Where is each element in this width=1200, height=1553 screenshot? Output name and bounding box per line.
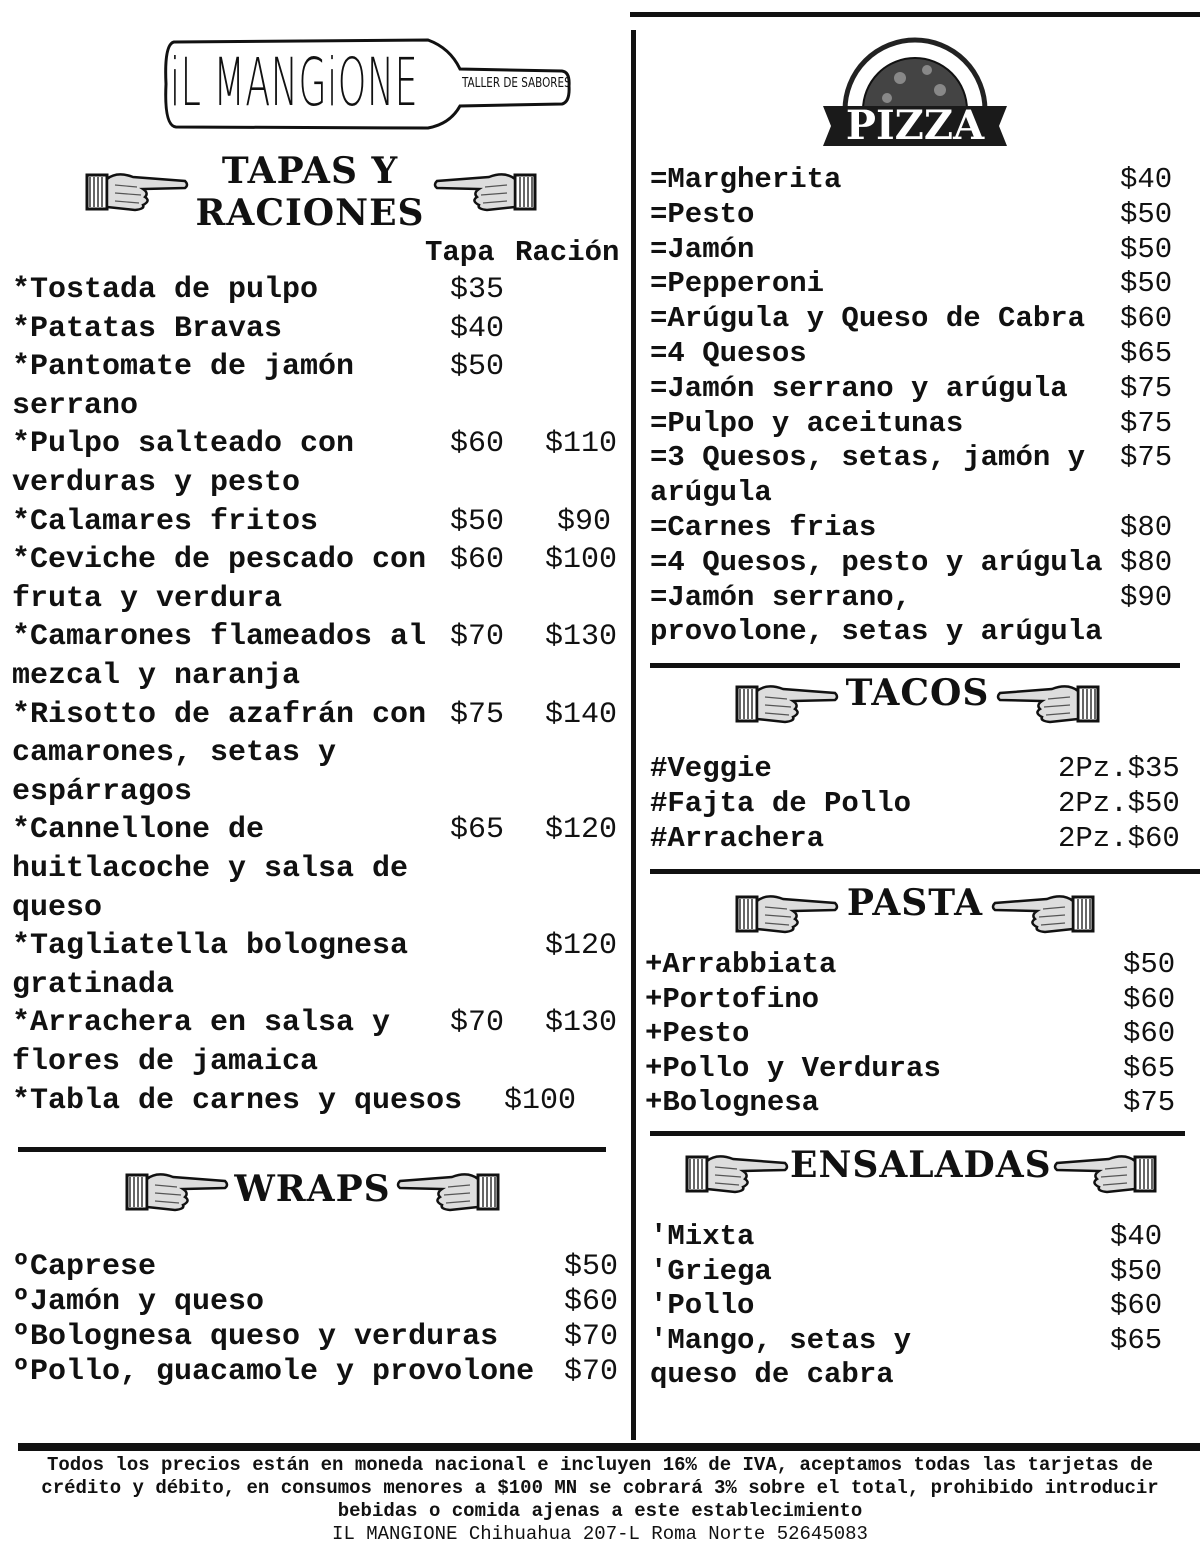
ensaladas-title: ENSALADAS [790, 1144, 1052, 1186]
logo-tagline: TALLER DE SABORES [462, 76, 571, 91]
tapa-price: $60 [450, 427, 505, 462]
item-price: 2Pz.$50 [1058, 787, 1180, 820]
item-name: 'Mixta [650, 1220, 755, 1253]
item-name: *Patatas Bravas [12, 311, 283, 346]
item-name: *Risotto de azafrán con camarones, setas y espárragos [12, 697, 427, 809]
menu-item [650, 267, 1190, 302]
menu-item [645, 948, 1185, 983]
pizza-title: PIZZA [845, 102, 985, 149]
menu-item [12, 1250, 619, 1285]
item-name: *Pantomate de jamón serrano [12, 350, 355, 423]
item-name: 'Pollo [650, 1289, 755, 1322]
item-name: =Jamón serrano y arúgula [650, 371, 1068, 405]
tapas-title-line2: RACIONES [195, 192, 425, 234]
menu-item [650, 511, 1190, 546]
racion-price: $120 [545, 813, 618, 848]
tapa-price: $75 [450, 697, 505, 732]
item-name: #Arrachera [650, 822, 825, 855]
menu-item [12, 618, 618, 695]
item-price: $90 [1120, 580, 1173, 614]
item-name: *Arrachera en salsa y flores de jamaica [12, 1006, 391, 1079]
item-name: +Pesto [645, 1017, 750, 1050]
footer-address: IL MANGIONE Chihuahua 207-L Roma Norte 52645083 [332, 1523, 868, 1545]
top-rule [630, 12, 1200, 17]
item-price: $50 [1123, 948, 1176, 981]
menu-item [650, 1324, 1190, 1393]
racion-price: $100 [504, 1083, 577, 1118]
menu-item [650, 407, 1190, 442]
item-price: $75 [1120, 406, 1173, 440]
menu-item [650, 786, 1190, 821]
item-price: $80 [1120, 545, 1173, 579]
item-name: 'Griega [650, 1254, 772, 1288]
pointing-hand-icon [995, 675, 1100, 730]
menu-item [12, 811, 618, 927]
item-price: $70 [564, 1355, 619, 1389]
item-price: $60 [1110, 1289, 1163, 1322]
item-price: $65 [1123, 1051, 1176, 1085]
item-name: =Pepperoni [650, 267, 825, 301]
pointing-hand-icon [1052, 1145, 1157, 1200]
tapas-title [190, 150, 430, 234]
footer-rule [18, 1443, 1200, 1451]
pointing-hand-icon [432, 163, 537, 218]
tapa-price: $35 [450, 273, 505, 307]
item-name: +Arrabbiata [645, 948, 837, 981]
footer-line: crédito y débito, en consumos menores a $100 MN se cobrará 3% sobre el total, prohibido introducir [41, 1477, 1159, 1499]
item-name: =Carnes frias [650, 511, 877, 544]
menu-item [12, 541, 618, 618]
pasta-title: PASTA [846, 882, 984, 924]
item-name: +Pollo y Verduras [645, 1051, 941, 1085]
item-price: $70 [564, 1320, 619, 1354]
item-name: =4 Quesos, pesto y arúgula [650, 545, 1103, 579]
item-name: #Veggie [650, 752, 772, 785]
menu-item [12, 696, 618, 812]
item-price: $50 [564, 1250, 619, 1284]
menu-item [650, 441, 1190, 511]
menu-item [645, 1086, 1185, 1121]
menu-item [12, 425, 618, 502]
item-price: $50 [1120, 197, 1173, 231]
wraps-title: WRAPS [234, 1168, 391, 1210]
divider-tacos-pasta [650, 869, 1200, 874]
pizza-badge [815, 18, 1015, 148]
item-price: 2Pz.$35 [1058, 752, 1180, 785]
pointing-hand-icon [990, 885, 1095, 940]
divider-pasta-ensaladas [650, 1131, 1185, 1136]
logo [160, 34, 580, 134]
divider-tapas-wraps [18, 1147, 606, 1152]
item-name: *Tostada de pulpo [12, 273, 319, 307]
item-price: $60 [564, 1285, 619, 1319]
item-name: +Portofino [645, 982, 820, 1016]
menu-item [650, 302, 1190, 337]
pointing-hand-icon [735, 885, 840, 940]
racion-price: $120 [545, 929, 618, 964]
menu-item [12, 1082, 612, 1121]
tapa-price: $70 [450, 620, 505, 655]
menu-item [12, 1355, 619, 1390]
tapas-title-line1: TAPAS Y [221, 150, 399, 192]
pointing-hand-icon [395, 1163, 500, 1218]
item-price: 2Pz.$60 [1058, 822, 1180, 855]
item-price: $75 [1120, 441, 1173, 475]
item-price: $40 [1110, 1220, 1163, 1253]
footer-line: bebidas o comida ajenas a este establecimiento [337, 1500, 863, 1522]
item-name: =Jamón serrano, provolone, setas y arúgula [650, 580, 1103, 649]
pointing-hand-icon [735, 675, 840, 730]
tapa-price: $65 [450, 813, 505, 848]
menu-item [12, 1320, 619, 1355]
racion-price: $90 [557, 504, 612, 539]
item-name: 'Mango, setas y queso de cabra [650, 1323, 912, 1391]
menu-item [650, 1289, 1190, 1324]
item-name: =3 Quesos, setas, jamón y arúgula [650, 441, 1086, 510]
menu-item [650, 1220, 1190, 1255]
item-name: *Pulpo salteado con verduras y pesto [12, 427, 355, 500]
menu-item [12, 271, 612, 310]
menu-item [650, 337, 1190, 372]
tapa-price: $50 [450, 504, 505, 539]
menu-item [645, 1052, 1185, 1087]
footer-notice [0, 1454, 1200, 1546]
divider-pizza-tacos [650, 663, 1180, 668]
menu-item [650, 163, 1190, 198]
item-name: =Jamón [650, 232, 755, 266]
menu-item [650, 372, 1190, 407]
tacos-title: TACOS [845, 672, 990, 714]
racion-price: $100 [545, 543, 618, 578]
menu-item [12, 310, 612, 349]
pointing-hand-icon [685, 1145, 790, 1200]
item-price: $50 [1120, 267, 1173, 301]
racion-price: $130 [545, 620, 618, 655]
col-header-tapa: Tapa [425, 236, 495, 269]
menu-item [650, 198, 1190, 233]
item-name: *Cannellone de huitlacoche y salsa de queso [12, 813, 409, 925]
menu-item [650, 581, 1190, 651]
item-price: $80 [1120, 511, 1173, 544]
racion-price: $140 [545, 697, 618, 732]
item-name: *Ceviche de pescado con fruta y verdura [12, 543, 427, 616]
item-name: ºPollo, guacamole y provolone [12, 1355, 535, 1389]
item-name: *Tabla de carnes y quesos [12, 1083, 463, 1118]
item-price: $75 [1120, 371, 1173, 405]
item-name: ºJamón y queso [12, 1285, 265, 1319]
item-price: $50 [1120, 232, 1173, 266]
menu-item [12, 1004, 618, 1081]
item-name: =Arúgula y Queso de Cabra [650, 302, 1086, 336]
logo-name: iL MANGiONE [170, 44, 419, 121]
footer-line: Todos los precios están en moneda nacional e incluyen 16% de IVA, aceptamos todas las tarjetas de [47, 1454, 1153, 1476]
menu-item [650, 821, 1190, 856]
menu-item [650, 751, 1190, 786]
item-name: *Tagliatella bolognesa gratinada [12, 929, 409, 1002]
menu-item [645, 983, 1185, 1018]
pointing-hand-icon [85, 163, 190, 218]
item-name: +Bolognesa [645, 1086, 820, 1119]
item-price: $60 [1123, 982, 1176, 1016]
item-name: ºBolognesa queso y verduras [12, 1320, 499, 1354]
menu-item [650, 546, 1190, 581]
item-price: $65 [1110, 1323, 1163, 1357]
menu-item [12, 927, 618, 1004]
tapa-price: $50 [450, 350, 505, 385]
menu-item [12, 503, 612, 542]
item-price: $75 [1123, 1086, 1176, 1119]
item-name: #Fajta de Pollo [650, 787, 912, 820]
menu-item [650, 233, 1190, 268]
item-name: =4 Quesos [650, 337, 807, 370]
racion-price: $130 [545, 1006, 618, 1041]
item-name: *Camarones flameados al mezcal y naranja [12, 620, 427, 693]
item-price: $40 [1120, 163, 1173, 196]
col-header-racion: Ración [515, 236, 620, 269]
tapa-price: $40 [450, 311, 505, 346]
pointing-hand-icon [125, 1163, 230, 1218]
item-price: $65 [1120, 337, 1173, 370]
item-name: =Pulpo y aceitunas [650, 406, 964, 440]
item-price: $60 [1120, 302, 1173, 336]
item-name: =Margherita [650, 163, 842, 196]
item-name: =Pesto [650, 197, 755, 231]
item-price: $60 [1123, 1017, 1176, 1050]
menu-item [12, 348, 612, 425]
tapa-price: $70 [450, 1006, 505, 1041]
tapa-price: $60 [450, 543, 505, 578]
item-name: *Calamares fritos [12, 504, 319, 539]
menu-item [645, 1017, 1185, 1052]
menu-item [650, 1255, 1190, 1290]
column-divider [631, 30, 636, 1440]
menu-item [12, 1285, 619, 1320]
item-price: $50 [1110, 1254, 1163, 1288]
racion-price: $110 [545, 427, 618, 462]
item-name: ºCaprese [12, 1250, 157, 1284]
